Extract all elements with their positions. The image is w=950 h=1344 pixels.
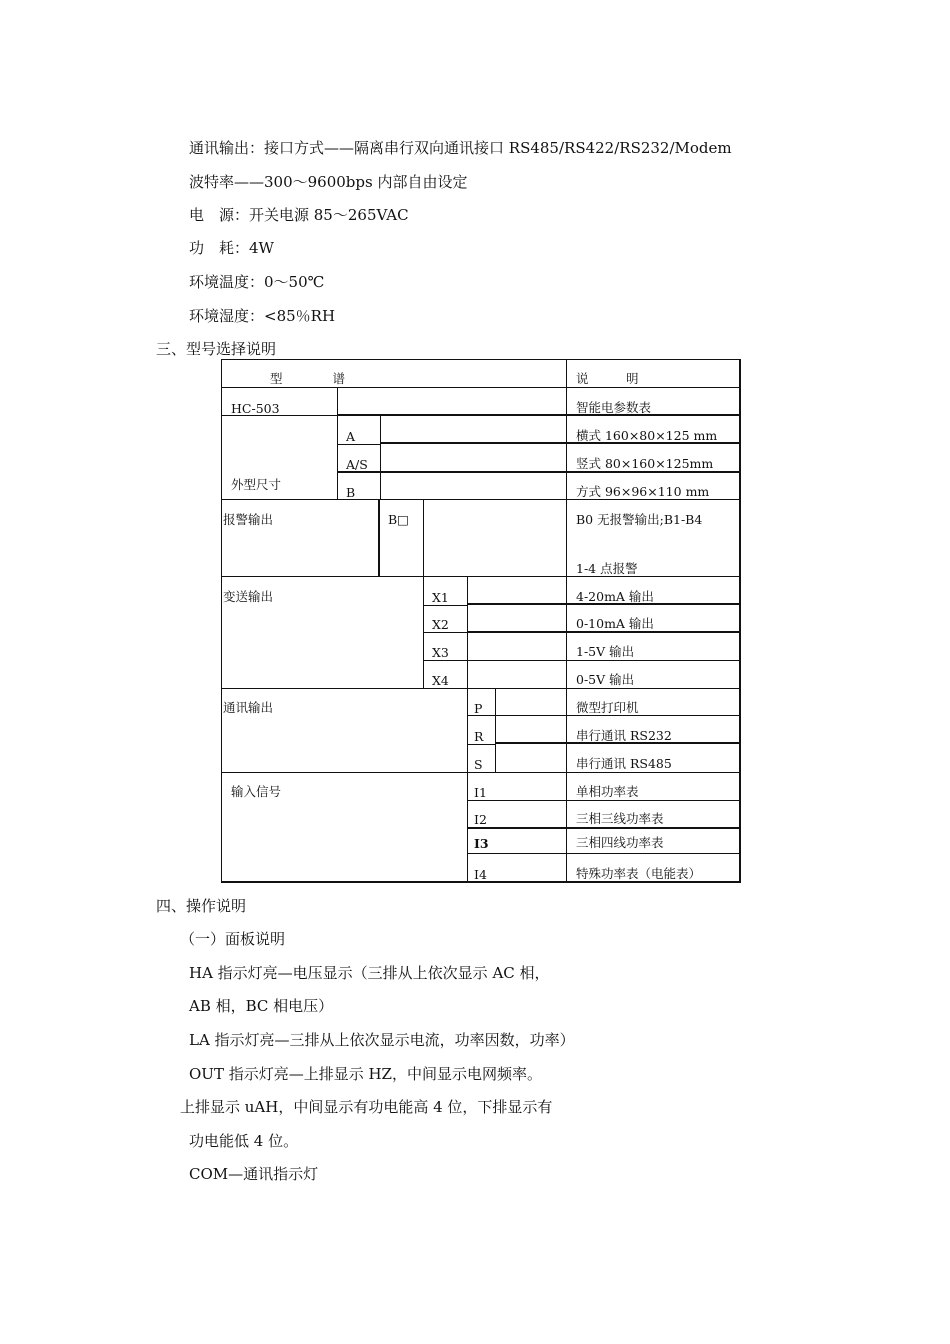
alarm-group-label: 报警输出 [223, 512, 274, 527]
comm-code-s: S [474, 757, 483, 772]
panel-line-6: 功电能低 4 位。 [189, 1132, 299, 1150]
transmit-code-x4: X4 [432, 673, 449, 688]
transmit-desc-x2: 0-10mA 输出 [576, 616, 654, 631]
input-desc-i2: 三相三线功率表 [576, 811, 664, 826]
comm-code-p: P [474, 701, 483, 716]
model-code: HC-503 [231, 401, 280, 416]
spec-power-consumption: 功 耗：4W [189, 239, 274, 257]
size-code-as: A/S [346, 457, 368, 472]
table-header-desc: 说 明 [576, 371, 639, 386]
transmit-desc-x1: 4-20mA 输出 [576, 589, 654, 604]
size-desc-a: 横式 160×80×125 mm [576, 428, 718, 443]
transmit-group-label: 变送输出 [223, 589, 274, 604]
table-header-model: 型 谱 [270, 371, 346, 386]
spec-comm-output: 通讯输出：接口方式——隔离串行双向通讯接口 RS485/RS422/RS232/Modem [189, 139, 732, 157]
section-4-title: 四、操作说明 [156, 897, 247, 915]
alarm-desc-2: 1-4 点报警 [576, 561, 638, 576]
size-code-a: A [346, 429, 356, 444]
panel-line-5: 上排显示 uAH，中间显示有功电能高 4 位，下排显示有 [180, 1098, 553, 1116]
input-code-i2: I2 [474, 812, 487, 827]
comm-group-label: 通讯输出 [223, 700, 274, 715]
panel-line-3: LA 指示灯亮—三排从上依次显示电流，功率因数，功率） [189, 1031, 575, 1049]
panel-line-7: COM—通讯指示灯 [189, 1165, 319, 1183]
comm-code-r: R [474, 729, 484, 744]
panel-line-2: AB 相，BC 相电压） [189, 997, 334, 1015]
comm-desc-s: 串行通讯 RS485 [576, 756, 672, 771]
spec-baud-rate: 波特率——300～9600bps 内部自由设定 [189, 173, 468, 191]
alarm-desc-1: B0 无报警输出;B1-B4 [576, 512, 703, 527]
comm-desc-p: 微型打印机 [576, 700, 639, 715]
panel-line-4: OUT 指示灯亮—上排显示 HZ，中间显示电网频率。 [189, 1065, 542, 1083]
transmit-code-x3: X3 [432, 645, 449, 660]
size-group-label: 外型尺寸 [231, 477, 282, 492]
input-code-i4: I4 [474, 867, 487, 882]
input-desc-i3: 三相四线功率表 [576, 835, 664, 850]
input-desc-i1: 单相功率表 [576, 784, 639, 799]
transmit-code-x2: X2 [432, 617, 449, 632]
size-code-b: B [346, 485, 356, 500]
transmit-desc-x4: 0-5V 输出 [576, 672, 635, 687]
input-group-label: 输入信号 [231, 784, 282, 799]
alarm-code: B□ [388, 512, 409, 527]
input-code-i1: I1 [474, 785, 487, 800]
panel-line-1: HA 指示灯亮—电压显示（三排从上依次显示 AC 相， [189, 964, 550, 982]
panel-subtitle: （一）面板说明 [180, 930, 286, 948]
spec-humidity: 环境湿度：<85％RH [189, 307, 336, 325]
transmit-desc-x3: 1-5V 输出 [576, 644, 635, 659]
spec-temperature: 环境温度：0～50℃ [189, 273, 325, 291]
comm-desc-r: 串行通讯 RS232 [576, 728, 672, 743]
input-code-i3: I3 [474, 836, 489, 851]
size-desc-b: 方式 96×96×110 mm [576, 484, 710, 499]
section-3-title: 三、型号选择说明 [156, 340, 277, 358]
spec-power-supply: 电 源：开关电源 85～265VAC [189, 206, 409, 224]
transmit-code-x1: X1 [432, 590, 449, 605]
size-desc-as: 竖式 80×160×125mm [576, 456, 714, 471]
model-desc: 智能电参数表 [576, 400, 652, 415]
input-desc-i4: 特殊功率表（电能表） [576, 866, 702, 881]
